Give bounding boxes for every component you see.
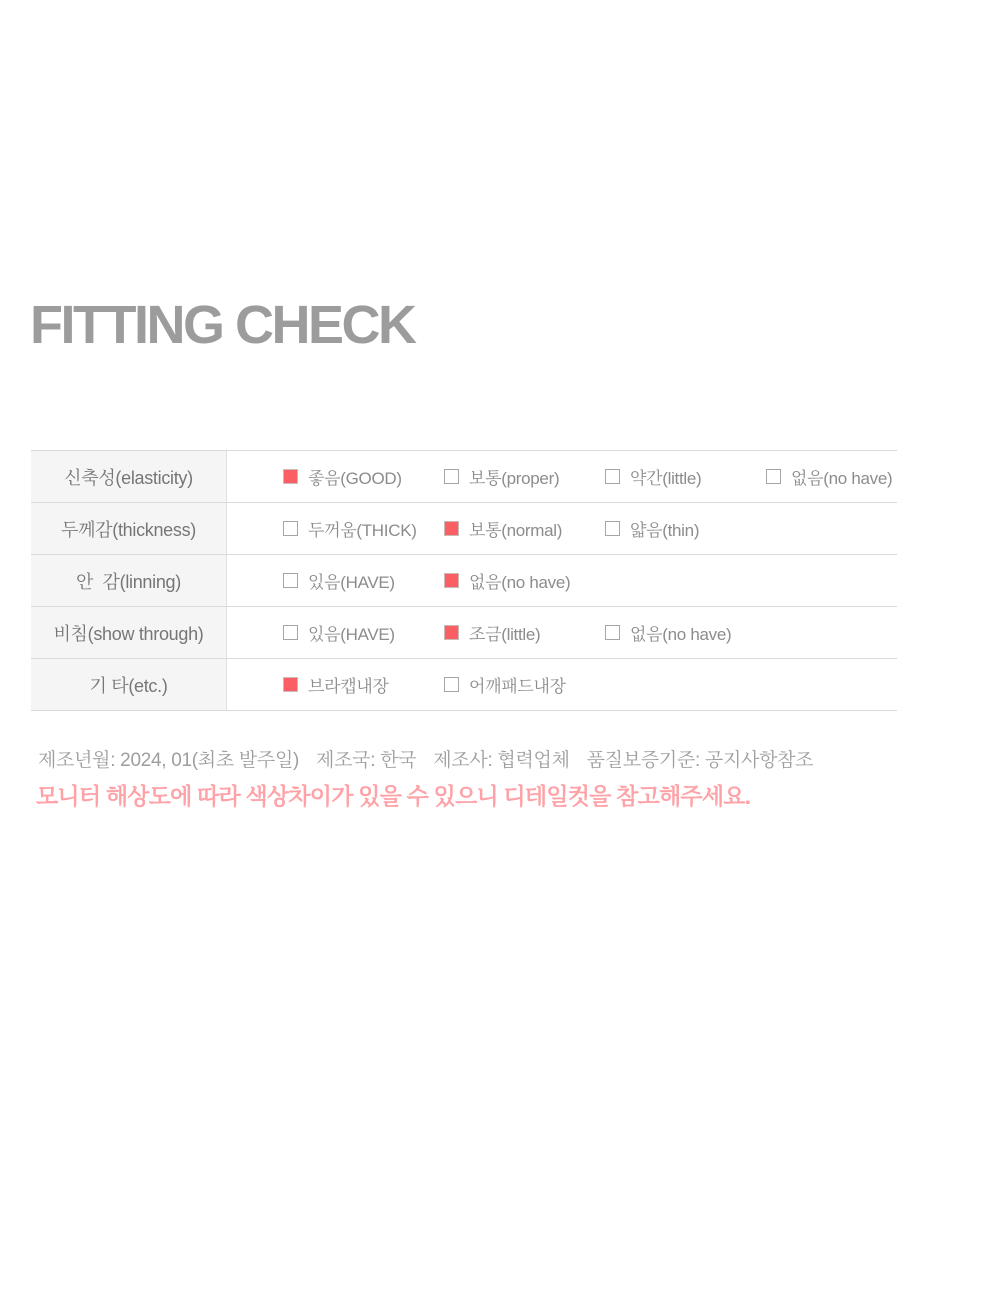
manufacture-date: 제조년월: 2024, 01(최초 발주일) xyxy=(38,750,300,771)
option-label: 얇음(thin) xyxy=(630,521,700,540)
page-title: FITTING CHECK xyxy=(30,295,415,355)
checkbox-icon[interactable] xyxy=(283,625,298,640)
option-item xyxy=(283,516,444,541)
checkbox-icon[interactable] xyxy=(444,677,459,692)
option-item xyxy=(283,464,444,489)
checkbox-icon[interactable] xyxy=(605,469,620,484)
option-item xyxy=(605,620,731,645)
table-row-etc xyxy=(31,659,897,711)
warranty-standard: 품질보증기준: 공지사항참조 xyxy=(586,750,814,771)
checkbox-icon[interactable] xyxy=(283,573,298,588)
option-item xyxy=(283,568,444,593)
manufacture-info xyxy=(38,745,813,772)
option-label: 없음(no have) xyxy=(791,469,893,488)
option-item xyxy=(766,464,892,489)
row-label: 신축성(elasticity) xyxy=(31,451,227,502)
option-item xyxy=(605,516,699,541)
option-label: 어깨패드내장 xyxy=(469,677,566,696)
manufacturer: 제조사: 협력업체 xyxy=(433,750,570,771)
table-row-lining xyxy=(31,555,897,607)
options-cell xyxy=(227,607,897,658)
checkbox-icon[interactable] xyxy=(766,469,781,484)
fitting-check-table xyxy=(31,450,897,711)
table-row-elasticity xyxy=(31,451,897,503)
checkbox-icon[interactable] xyxy=(444,573,459,588)
option-item xyxy=(444,464,605,489)
option-item xyxy=(444,516,605,541)
row-label: 안 감(linning) xyxy=(31,555,227,606)
option-label: 없음(no have) xyxy=(469,573,571,592)
color-difference-notice: 모니터 해상도에 따라 색상차이가 있을 수 있으니 디테일컷을 참고해주세요. xyxy=(36,783,751,809)
table-row-show-through xyxy=(31,607,897,659)
option-item xyxy=(444,672,566,697)
option-label: 두꺼움(THICK) xyxy=(308,521,417,540)
option-label: 보통(proper) xyxy=(469,469,560,488)
option-label: 보통(normal) xyxy=(469,521,563,540)
manufacture-country: 제조국: 한국 xyxy=(316,750,417,771)
option-label: 좋음(GOOD) xyxy=(308,469,402,488)
option-item xyxy=(283,620,444,645)
option-label: 있음(HAVE) xyxy=(308,625,395,644)
checkbox-icon[interactable] xyxy=(444,521,459,536)
checkbox-icon[interactable] xyxy=(444,625,459,640)
checkbox-icon[interactable] xyxy=(605,521,620,536)
checkbox-icon[interactable] xyxy=(444,469,459,484)
option-label: 브라캡내장 xyxy=(308,677,389,696)
checkbox-icon[interactable] xyxy=(605,625,620,640)
option-label: 없음(no have) xyxy=(630,625,732,644)
option-label: 약간(little) xyxy=(630,469,702,488)
option-item xyxy=(605,464,766,489)
option-item xyxy=(444,620,605,645)
option-label: 있음(HAVE) xyxy=(308,573,395,592)
option-label: 조금(little) xyxy=(469,625,541,644)
row-label: 두께감(thickness) xyxy=(31,503,227,554)
checkbox-icon[interactable] xyxy=(283,469,298,484)
option-item xyxy=(283,672,444,697)
options-cell xyxy=(227,503,897,554)
row-label: 기 타(etc.) xyxy=(31,659,227,710)
row-label: 비침(show through) xyxy=(31,607,227,658)
options-cell xyxy=(227,451,897,502)
options-cell xyxy=(227,555,897,606)
checkbox-icon[interactable] xyxy=(283,521,298,536)
checkbox-icon[interactable] xyxy=(283,677,298,692)
option-item xyxy=(444,568,570,593)
options-cell xyxy=(227,659,897,710)
table-row-thickness xyxy=(31,503,897,555)
